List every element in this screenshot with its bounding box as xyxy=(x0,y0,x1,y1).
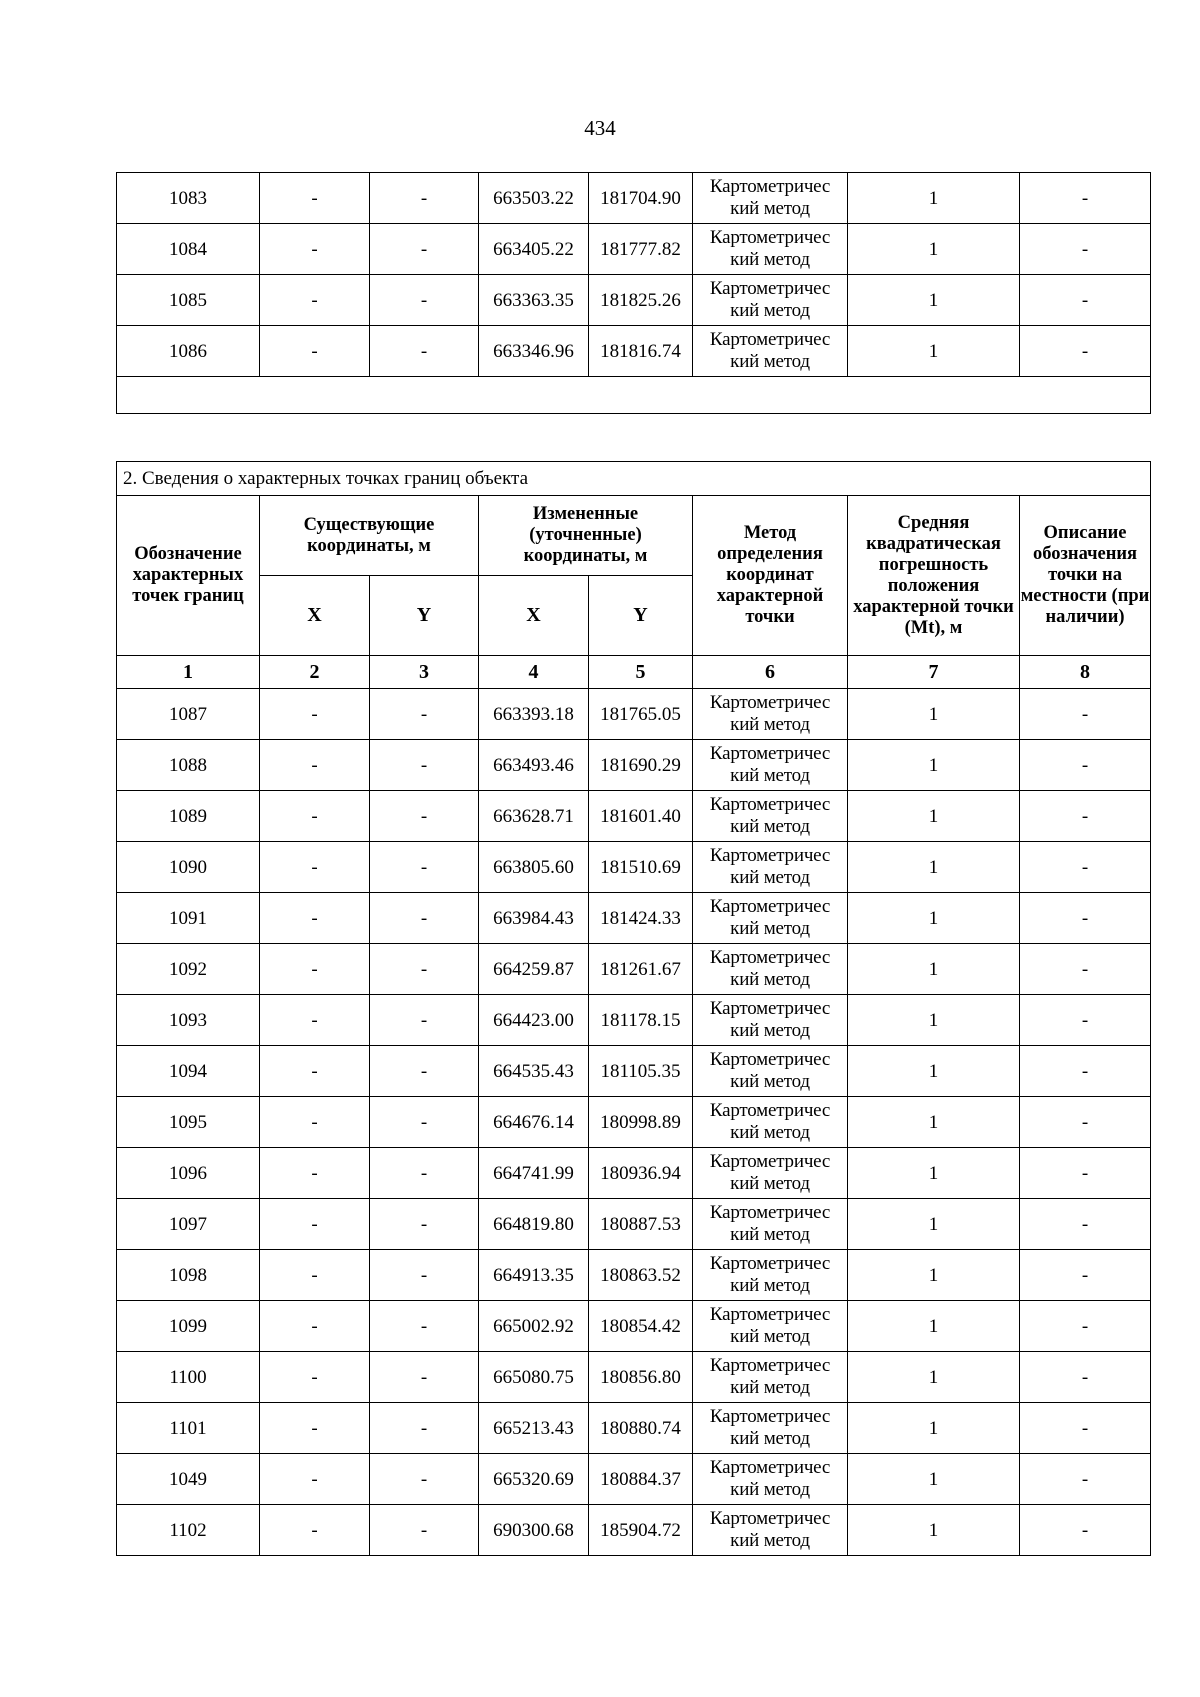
description-cell: - xyxy=(1020,1505,1151,1556)
method-cell xyxy=(693,893,848,944)
point-cell: 1085 xyxy=(117,275,260,326)
table-row xyxy=(117,1148,1151,1199)
x-cell: 664741.99 xyxy=(479,1148,589,1199)
existing-x-cell: - xyxy=(260,1505,370,1556)
y-cell: 181690.29 xyxy=(589,740,693,791)
method-line: кий метод xyxy=(730,918,810,939)
method-line: Картометричес xyxy=(709,227,831,248)
point-cell: 1094 xyxy=(117,1046,260,1097)
x-cell: 663405.22 xyxy=(479,224,589,275)
existing-y-cell: - xyxy=(370,224,479,275)
method-line: Картометричес xyxy=(709,1304,831,1325)
description-cell: - xyxy=(1020,326,1151,377)
table-row xyxy=(117,1301,1151,1352)
point-cell: 1098 xyxy=(117,1250,260,1301)
method-cell xyxy=(693,944,848,995)
existing-x-cell: - xyxy=(260,740,370,791)
method-cell xyxy=(693,1148,848,1199)
method-line: Картометричес xyxy=(709,1151,831,1172)
description-cell: - xyxy=(1020,791,1151,842)
x-cell: 664676.14 xyxy=(479,1097,589,1148)
existing-y-cell: - xyxy=(370,1097,479,1148)
existing-y-cell: - xyxy=(370,1454,479,1505)
existing-y-cell: - xyxy=(370,1301,479,1352)
table-row xyxy=(117,1505,1151,1556)
existing-y-cell: - xyxy=(370,326,479,377)
method-line: Картометричес xyxy=(709,329,831,350)
point-cell: 1102 xyxy=(117,1505,260,1556)
accuracy-cell: 1 xyxy=(848,995,1020,1046)
y-cell: 181816.74 xyxy=(589,326,693,377)
method-line: кий метод xyxy=(730,1122,810,1143)
method-cell xyxy=(693,1046,848,1097)
point-cell: 1090 xyxy=(117,842,260,893)
existing-x-cell: - xyxy=(260,1301,370,1352)
y-cell: 181105.35 xyxy=(589,1046,693,1097)
method-cell xyxy=(693,791,848,842)
header-designation: Обозначение характерных точек границ xyxy=(117,496,260,656)
existing-x-cell: - xyxy=(260,893,370,944)
boundary-points-table xyxy=(116,461,1151,1556)
existing-x-cell: - xyxy=(260,275,370,326)
existing-x-cell: - xyxy=(260,1250,370,1301)
x-cell: 663984.43 xyxy=(479,893,589,944)
y-cell: 185904.72 xyxy=(589,1505,693,1556)
y-cell: 180854.42 xyxy=(589,1301,693,1352)
y-cell: 180884.37 xyxy=(589,1454,693,1505)
method-line: Картометричес xyxy=(709,1049,831,1070)
point-cell: 1095 xyxy=(117,1097,260,1148)
method-line: Картометричес xyxy=(709,692,831,713)
description-cell: - xyxy=(1020,995,1151,1046)
method-line: Картометричес xyxy=(709,998,831,1019)
existing-y-cell: - xyxy=(370,1046,479,1097)
method-cell xyxy=(693,995,848,1046)
method-line: кий метод xyxy=(730,1377,810,1398)
description-cell: - xyxy=(1020,1148,1151,1199)
description-cell: - xyxy=(1020,1250,1151,1301)
x-cell: 663493.46 xyxy=(479,740,589,791)
accuracy-cell: 1 xyxy=(848,791,1020,842)
header-accuracy: Средняя квадратическая погрешность положения характерной точки (Mt), м xyxy=(848,496,1020,656)
y-cell: 180863.52 xyxy=(589,1250,693,1301)
continued-points-table xyxy=(116,172,1151,414)
y-cell: 180887.53 xyxy=(589,1199,693,1250)
method-line: Картометричес xyxy=(709,1355,831,1376)
x-cell: 664913.35 xyxy=(479,1250,589,1301)
header-description: Описание обозначения точки на местности (при наличии) xyxy=(1020,496,1151,656)
header-existing-y: Y xyxy=(370,576,479,656)
point-cell: 1101 xyxy=(117,1403,260,1454)
description-cell: - xyxy=(1020,893,1151,944)
table-row xyxy=(117,791,1151,842)
x-cell: 664819.80 xyxy=(479,1199,589,1250)
table-row xyxy=(117,1250,1151,1301)
header-changed-y: Y xyxy=(589,576,693,656)
description-cell: - xyxy=(1020,275,1151,326)
method-line: Картометричес xyxy=(709,1457,831,1478)
point-cell: 1097 xyxy=(117,1199,260,1250)
existing-y-cell: - xyxy=(370,173,479,224)
empty-cell xyxy=(117,377,1151,414)
y-cell: 181765.05 xyxy=(589,689,693,740)
description-cell: - xyxy=(1020,842,1151,893)
method-cell xyxy=(693,173,848,224)
method-cell xyxy=(693,1505,848,1556)
existing-x-cell: - xyxy=(260,1454,370,1505)
method-line: кий метод xyxy=(730,1428,810,1449)
empty-row xyxy=(117,377,1151,414)
page-number: 434 xyxy=(584,116,616,140)
table-row xyxy=(117,275,1151,326)
method-line: Картометричес xyxy=(709,1406,831,1427)
method-line: Картометричес xyxy=(709,743,831,764)
column-number: 3 xyxy=(370,656,479,689)
existing-y-cell: - xyxy=(370,689,479,740)
x-cell: 664259.87 xyxy=(479,944,589,995)
column-number: 7 xyxy=(848,656,1020,689)
existing-y-cell: - xyxy=(370,1199,479,1250)
header-existing-x: X xyxy=(260,576,370,656)
x-cell: 663363.35 xyxy=(479,275,589,326)
method-cell xyxy=(693,1097,848,1148)
y-cell: 181704.90 xyxy=(589,173,693,224)
accuracy-cell: 1 xyxy=(848,842,1020,893)
method-line: кий метод xyxy=(730,969,810,990)
existing-x-cell: - xyxy=(260,1097,370,1148)
accuracy-cell: 1 xyxy=(848,689,1020,740)
existing-y-cell: - xyxy=(370,275,479,326)
method-cell xyxy=(693,1301,848,1352)
method-line: кий метод xyxy=(730,816,810,837)
accuracy-cell: 1 xyxy=(848,1301,1020,1352)
method-line: Картометричес xyxy=(709,176,831,197)
method-cell xyxy=(693,1199,848,1250)
method-line: Картометричес xyxy=(709,947,831,968)
table-row xyxy=(117,1199,1151,1250)
existing-x-cell: - xyxy=(260,1046,370,1097)
table-row xyxy=(117,1352,1151,1403)
table-row xyxy=(117,689,1151,740)
accuracy-cell: 1 xyxy=(848,1046,1020,1097)
description-cell: - xyxy=(1020,1352,1151,1403)
method-line: Картометричес xyxy=(709,845,831,866)
header-method: Метод определения координат характерной точки xyxy=(693,496,848,656)
accuracy-cell: 1 xyxy=(848,1505,1020,1556)
description-cell: - xyxy=(1020,1199,1151,1250)
accuracy-cell: 1 xyxy=(848,1454,1020,1505)
accuracy-cell: 1 xyxy=(848,740,1020,791)
accuracy-cell: 1 xyxy=(848,326,1020,377)
method-line: кий метод xyxy=(730,249,810,270)
method-line: кий метод xyxy=(730,1173,810,1194)
y-cell: 181510.69 xyxy=(589,842,693,893)
accuracy-cell: 1 xyxy=(848,1148,1020,1199)
accuracy-cell: 1 xyxy=(848,944,1020,995)
existing-y-cell: - xyxy=(370,740,479,791)
y-cell: 180856.80 xyxy=(589,1352,693,1403)
column-number-row xyxy=(117,656,1151,689)
table-row xyxy=(117,944,1151,995)
description-cell: - xyxy=(1020,944,1151,995)
method-cell xyxy=(693,275,848,326)
table-row xyxy=(117,1403,1151,1454)
point-cell: 1092 xyxy=(117,944,260,995)
continued-points-body xyxy=(117,173,1151,414)
existing-x-cell: - xyxy=(260,842,370,893)
method-line: кий метод xyxy=(730,1020,810,1041)
header-changed-x: X xyxy=(479,576,589,656)
existing-y-cell: - xyxy=(370,944,479,995)
header-changed-coords: Измененные (уточненные) координаты, м xyxy=(479,496,693,576)
existing-y-cell: - xyxy=(370,995,479,1046)
point-cell: 1088 xyxy=(117,740,260,791)
method-line: Картометричес xyxy=(709,1202,831,1223)
x-cell: 690300.68 xyxy=(479,1505,589,1556)
table-row xyxy=(117,1454,1151,1505)
method-line: кий метод xyxy=(730,1224,810,1245)
existing-x-cell: - xyxy=(260,1352,370,1403)
method-line: кий метод xyxy=(730,1530,810,1551)
existing-y-cell: - xyxy=(370,1250,479,1301)
method-cell xyxy=(693,842,848,893)
accuracy-cell: 1 xyxy=(848,173,1020,224)
existing-x-cell: - xyxy=(260,224,370,275)
header-existing-coords: Существующие координаты, м xyxy=(260,496,479,576)
method-cell xyxy=(693,1403,848,1454)
point-cell: 1096 xyxy=(117,1148,260,1199)
point-cell: 1100 xyxy=(117,1352,260,1403)
x-cell: 665002.92 xyxy=(479,1301,589,1352)
table-row xyxy=(117,740,1151,791)
y-cell: 180998.89 xyxy=(589,1097,693,1148)
description-cell: - xyxy=(1020,1454,1151,1505)
point-cell: 1089 xyxy=(117,791,260,842)
method-line: Картометричес xyxy=(709,794,831,815)
description-cell: - xyxy=(1020,1403,1151,1454)
point-cell: 1099 xyxy=(117,1301,260,1352)
table-row xyxy=(117,995,1151,1046)
point-cell: 1084 xyxy=(117,224,260,275)
y-cell: 181424.33 xyxy=(589,893,693,944)
boundary-points-body xyxy=(117,689,1151,1556)
table-row xyxy=(117,1046,1151,1097)
accuracy-cell: 1 xyxy=(848,893,1020,944)
method-line: кий метод xyxy=(730,198,810,219)
existing-y-cell: - xyxy=(370,842,479,893)
x-cell: 664423.00 xyxy=(479,995,589,1046)
table-caption: 2. Сведения о характерных точках границ объекта xyxy=(117,462,1151,496)
method-cell xyxy=(693,740,848,791)
existing-x-cell: - xyxy=(260,791,370,842)
y-cell: 181777.82 xyxy=(589,224,693,275)
description-cell: - xyxy=(1020,224,1151,275)
method-line: кий метод xyxy=(730,1275,810,1296)
method-line: кий метод xyxy=(730,867,810,888)
y-cell: 181178.15 xyxy=(589,995,693,1046)
x-cell: 665213.43 xyxy=(479,1403,589,1454)
existing-y-cell: - xyxy=(370,1352,479,1403)
table-row xyxy=(117,224,1151,275)
existing-y-cell: - xyxy=(370,1505,479,1556)
x-cell: 663393.18 xyxy=(479,689,589,740)
description-cell: - xyxy=(1020,689,1151,740)
existing-x-cell: - xyxy=(260,995,370,1046)
point-cell: 1049 xyxy=(117,1454,260,1505)
accuracy-cell: 1 xyxy=(848,1097,1020,1148)
existing-x-cell: - xyxy=(260,1199,370,1250)
method-line: Картометричес xyxy=(709,1253,831,1274)
method-cell xyxy=(693,1352,848,1403)
method-line: Картометричес xyxy=(709,1100,831,1121)
description-cell: - xyxy=(1020,173,1151,224)
x-cell: 663503.22 xyxy=(479,173,589,224)
existing-x-cell: - xyxy=(260,944,370,995)
description-cell: - xyxy=(1020,1301,1151,1352)
description-cell: - xyxy=(1020,740,1151,791)
accuracy-cell: 1 xyxy=(848,1250,1020,1301)
accuracy-cell: 1 xyxy=(848,275,1020,326)
accuracy-cell: 1 xyxy=(848,1199,1020,1250)
existing-y-cell: - xyxy=(370,791,479,842)
point-cell: 1086 xyxy=(117,326,260,377)
x-cell: 665320.69 xyxy=(479,1454,589,1505)
method-line: кий метод xyxy=(730,714,810,735)
description-cell: - xyxy=(1020,1046,1151,1097)
accuracy-cell: 1 xyxy=(848,1403,1020,1454)
existing-y-cell: - xyxy=(370,893,479,944)
method-line: кий метод xyxy=(730,765,810,786)
y-cell: 180936.94 xyxy=(589,1148,693,1199)
x-cell: 663805.60 xyxy=(479,842,589,893)
point-cell: 1083 xyxy=(117,173,260,224)
y-cell: 181825.26 xyxy=(589,275,693,326)
y-cell: 181601.40 xyxy=(589,791,693,842)
method-line: Картометричес xyxy=(709,896,831,917)
point-cell: 1091 xyxy=(117,893,260,944)
table-row xyxy=(117,326,1151,377)
method-line: кий метод xyxy=(730,1479,810,1500)
column-number: 2 xyxy=(260,656,370,689)
x-cell: 665080.75 xyxy=(479,1352,589,1403)
x-cell: 663628.71 xyxy=(479,791,589,842)
method-line: Картометричес xyxy=(709,1508,831,1529)
method-line: кий метод xyxy=(730,300,810,321)
table-row xyxy=(117,173,1151,224)
method-line: кий метод xyxy=(730,1326,810,1347)
method-cell xyxy=(693,689,848,740)
existing-y-cell: - xyxy=(370,1148,479,1199)
column-number: 1 xyxy=(117,656,260,689)
description-cell: - xyxy=(1020,1097,1151,1148)
method-cell xyxy=(693,224,848,275)
method-cell xyxy=(693,1250,848,1301)
existing-x-cell: - xyxy=(260,1148,370,1199)
point-cell: 1093 xyxy=(117,995,260,1046)
accuracy-cell: 1 xyxy=(848,1352,1020,1403)
existing-x-cell: - xyxy=(260,326,370,377)
method-line: кий метод xyxy=(730,1071,810,1092)
existing-y-cell: - xyxy=(370,1403,479,1454)
existing-x-cell: - xyxy=(260,173,370,224)
column-number: 4 xyxy=(479,656,589,689)
table-row xyxy=(117,1097,1151,1148)
y-cell: 181261.67 xyxy=(589,944,693,995)
method-line: кий метод xyxy=(730,351,810,372)
column-number: 8 xyxy=(1020,656,1151,689)
method-cell xyxy=(693,1454,848,1505)
table-row xyxy=(117,842,1151,893)
y-cell: 180880.74 xyxy=(589,1403,693,1454)
point-cell: 1087 xyxy=(117,689,260,740)
column-number: 6 xyxy=(693,656,848,689)
existing-x-cell: - xyxy=(260,1403,370,1454)
method-line: Картометричес xyxy=(709,278,831,299)
column-number: 5 xyxy=(589,656,693,689)
x-cell: 664535.43 xyxy=(479,1046,589,1097)
accuracy-cell: 1 xyxy=(848,224,1020,275)
table-row xyxy=(117,893,1151,944)
existing-x-cell: - xyxy=(260,689,370,740)
method-cell xyxy=(693,326,848,377)
x-cell: 663346.96 xyxy=(479,326,589,377)
